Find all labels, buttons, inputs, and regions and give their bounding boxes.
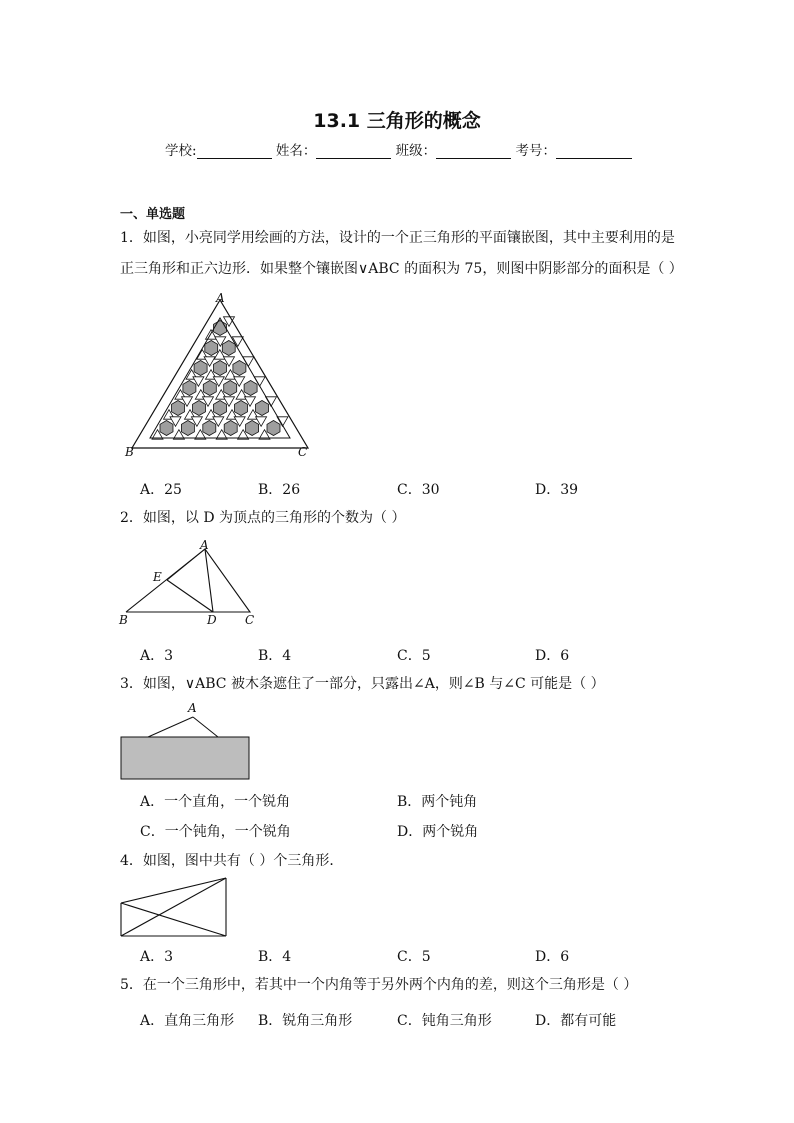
class-blank[interactable] [436, 144, 511, 159]
school-blank[interactable] [197, 144, 272, 159]
label-c: C [245, 613, 255, 627]
q1-option-d[interactable]: D．39 [535, 482, 579, 498]
tessellation-shapes [152, 317, 288, 439]
q2-option-b[interactable]: B．4 [258, 648, 292, 664]
q1-option-a[interactable]: A．25 [140, 482, 182, 498]
shaded-hexagon-8 [224, 381, 237, 396]
wooden-bar [121, 737, 249, 779]
shaded-hexagon-17 [203, 421, 216, 436]
q2-option-d[interactable]: D．6 [535, 648, 570, 664]
shaded-hexagon-4 [214, 361, 227, 376]
shaded-hexagon-19 [246, 421, 259, 436]
shaded-hexagon-0 [214, 321, 227, 336]
school-label: 学校: [165, 143, 197, 159]
q3-option-b[interactable]: B．两个钝角 [397, 794, 478, 810]
q5-option-b[interactable]: B．锐角三角形 [258, 1013, 353, 1029]
label-e: E [153, 570, 162, 584]
q3-option-c[interactable]: C．一个钝角，一个锐角 [140, 824, 291, 840]
q1-option-b[interactable]: B．26 [258, 482, 301, 498]
crossed-triangles-figure [118, 874, 230, 940]
shaded-hexagon-3 [194, 361, 207, 376]
q5-option-d[interactable]: D．都有可能 [535, 1013, 617, 1029]
q4-option-a[interactable]: A．3 [140, 949, 174, 965]
shaded-hexagon-13 [235, 401, 248, 416]
q3-option-d[interactable]: D．两个锐角 [397, 824, 479, 840]
q1-option-c[interactable]: C．30 [397, 482, 440, 498]
class-label: 班级： [395, 143, 437, 159]
question-5-line-1: 5．在一个三角形中，若其中一个内角等于另外两个内角的差，则这个三角形是（ ） [120, 977, 638, 993]
shaded-hexagon-12 [214, 401, 227, 416]
section-heading: 一、单选题 [120, 207, 186, 222]
q3-option-a[interactable]: A．一个直角，一个锐角 [140, 794, 291, 810]
label-d: D [207, 613, 217, 627]
name-blank[interactable] [316, 144, 391, 159]
q5-option-c[interactable]: C．钝角三角形 [397, 1013, 492, 1029]
diagonal-2 [121, 878, 226, 936]
shaded-hexagon-9 [244, 381, 257, 396]
shaded-hexagon-14 [256, 401, 269, 416]
shaded-hexagon-6 [183, 381, 196, 396]
side-ac [193, 717, 218, 737]
triangle-d-figure [118, 538, 268, 628]
vertex-label-b: B [125, 445, 134, 459]
covered-triangle-figure [118, 700, 253, 782]
q4-option-c[interactable]: C．5 [397, 949, 431, 965]
triangle-abc [126, 549, 250, 612]
label-a: A [200, 538, 209, 552]
shaded-hexagon-11 [193, 401, 206, 416]
q2-option-c[interactable]: C．5 [397, 648, 431, 664]
question-1-line-2: 正三角形和正六边形．如果整个镶嵌图∨ABC 的面积为 75，则图中阴影部分的面积是（ ） [120, 261, 683, 277]
label-a: A [188, 701, 197, 715]
q2-option-a[interactable]: A．3 [140, 648, 174, 664]
vertex-label-a: A [216, 291, 225, 305]
vertex-label-c: C [298, 445, 308, 459]
diagonal-1 [121, 903, 226, 936]
shaded-hexagon-7 [203, 381, 216, 396]
question-2-line-1: 2．如图，以 D 为顶点的三角形的个数为（ ） [120, 510, 406, 526]
shaded-hexagon-5 [233, 361, 246, 376]
name-label: 姓名： [275, 143, 317, 159]
shaded-hexagon-1 [205, 341, 218, 356]
page-title: 13.1 三角形的概念 [313, 110, 481, 132]
top-slant [121, 878, 226, 903]
shaded-hexagon-15 [160, 421, 173, 436]
segment-ea [167, 549, 205, 580]
student-info-row [165, 139, 632, 159]
shaded-hexagon-10 [172, 401, 185, 416]
shaded-hexagon-18 [224, 421, 237, 436]
tessellation-figure [120, 290, 320, 465]
q4-option-b[interactable]: B．4 [258, 949, 292, 965]
label-b: B [119, 613, 128, 627]
shaded-hexagon-20 [267, 421, 280, 436]
q4-option-d[interactable]: D．6 [535, 949, 570, 965]
shaded-hexagon-16 [181, 421, 194, 436]
question-3-line-1: 3．如图，∨ABC 被木条遮住了一部分，只露出∠A，则∠B 与∠C 可能是（ ） [120, 676, 605, 692]
question-4-line-1: 4．如图，图中共有（ ）个三角形． [120, 853, 344, 869]
segment-ed [167, 580, 213, 612]
question-1-line-1: 1．如图，小亮同学用绘画的方法，设计的一个正三角形的平面镶嵌图，其中主要利用的是 [120, 230, 675, 246]
q5-option-a[interactable]: A．直角三角形 [140, 1013, 235, 1029]
side-ab [148, 717, 193, 737]
exam-no-blank[interactable] [556, 144, 632, 159]
shaded-hexagon-2 [222, 341, 235, 356]
exam-no-label: 考号： [515, 143, 556, 159]
